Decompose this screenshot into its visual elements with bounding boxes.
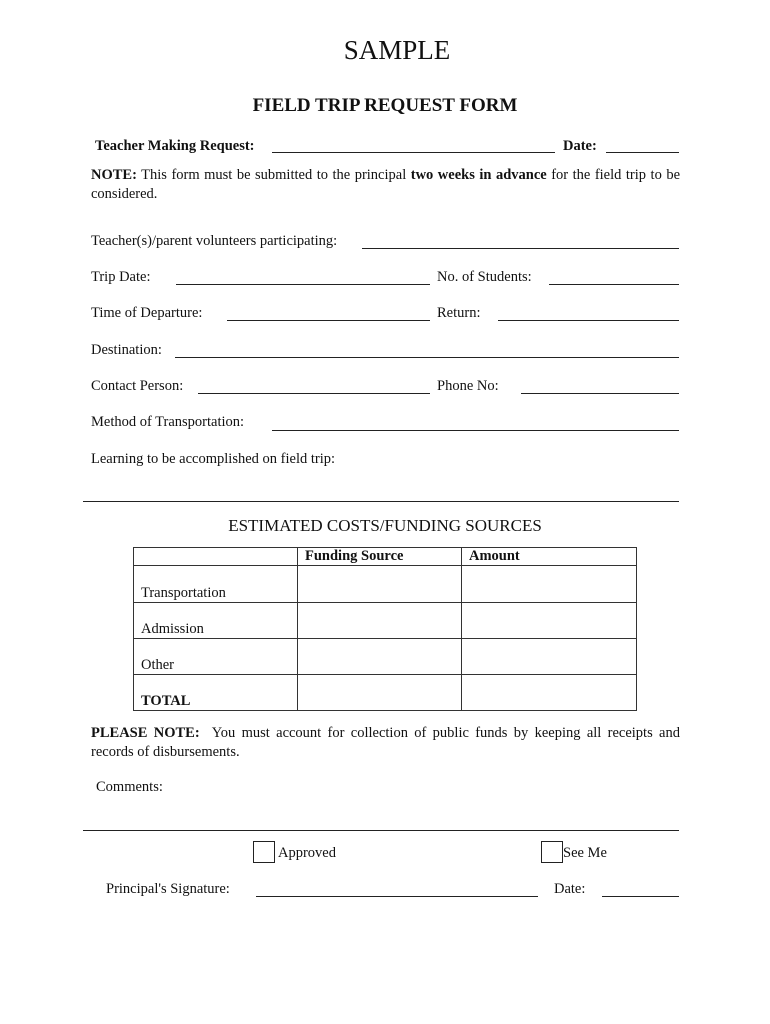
contact-field[interactable]: [198, 393, 430, 394]
sample-watermark-title: SAMPLE: [343, 35, 451, 65]
destination-label: Destination:: [91, 342, 162, 358]
please-note-text: You must account for collection of public funds by keeping all receipts and records of disbursements.: [91, 725, 684, 760]
signature-field[interactable]: [256, 896, 538, 897]
students-label: No. of Students:: [437, 269, 532, 285]
row-label-admission: Admission: [134, 603, 298, 639]
header-cell-empty: [134, 548, 298, 566]
trip-date-field[interactable]: [176, 284, 430, 285]
comments-field[interactable]: [83, 830, 679, 831]
request-date-field[interactable]: [606, 152, 679, 153]
note-text-a: This form must be submitted to the principal: [136, 167, 411, 183]
destination-field[interactable]: [175, 357, 679, 358]
trip-date-label: Trip Date:: [91, 269, 151, 285]
note-text-b: for the field trip to be considered.: [91, 167, 681, 202]
contact-label: Contact Person:: [91, 378, 184, 394]
see-me-checkbox[interactable]: [541, 841, 563, 863]
please-note-paragraph: [91, 724, 684, 762]
comments-label: Comments:: [96, 779, 163, 795]
costs-table: [133, 547, 637, 711]
request-date-label: Date:: [563, 138, 597, 154]
transport-method-field[interactable]: [272, 430, 679, 431]
table-row: [134, 639, 637, 675]
approved-checkbox[interactable]: [253, 841, 275, 863]
transport-method-label: Method of Transportation:: [91, 414, 245, 430]
see-me-label: See Me: [563, 845, 607, 861]
table-header-row: [134, 548, 637, 566]
approval-date-field[interactable]: [602, 896, 679, 897]
funding-cell[interactable]: [298, 603, 462, 639]
phone-label: Phone No:: [437, 378, 499, 394]
phone-field[interactable]: [521, 393, 679, 394]
funding-cell[interactable]: [298, 566, 462, 603]
row-label-total: TOTAL: [134, 675, 298, 711]
teacher-label: Teacher Making Request:: [95, 138, 255, 154]
learning-label: Learning to be accomplished on field trip:: [91, 451, 336, 467]
note-prefix: NOTE:: [91, 167, 137, 183]
return-field[interactable]: [498, 320, 679, 321]
approved-label: Approved: [278, 845, 336, 861]
note-emphasis: two weeks in advance: [410, 167, 547, 183]
funding-cell[interactable]: [298, 639, 462, 675]
amount-cell[interactable]: [462, 566, 637, 603]
departure-label: Time of Departure:: [91, 305, 203, 321]
teacher-field[interactable]: [272, 152, 555, 153]
table-row: [134, 675, 637, 711]
header-funding-source: Funding Source: [298, 548, 462, 566]
table-row: [134, 566, 637, 603]
funding-cell[interactable]: [298, 675, 462, 711]
volunteers-field[interactable]: [362, 248, 679, 249]
header-amount: Amount: [462, 548, 637, 566]
table-row: [134, 603, 637, 639]
please-note-prefix: PLEASE NOTE:: [91, 725, 200, 741]
costs-heading: ESTIMATED COSTS/FUNDING SOURCES: [228, 516, 542, 535]
amount-cell[interactable]: [462, 675, 637, 711]
return-label: Return:: [437, 305, 481, 321]
amount-cell[interactable]: [462, 603, 637, 639]
volunteers-label: Teacher(s)/parent volunteers participating:: [91, 233, 338, 249]
row-label-transportation: Transportation: [134, 566, 298, 603]
form-title: FIELD TRIP REQUEST FORM: [252, 95, 518, 116]
departure-field[interactable]: [227, 320, 430, 321]
note-paragraph: [91, 166, 680, 204]
students-field[interactable]: [549, 284, 679, 285]
learning-field[interactable]: [83, 501, 679, 502]
row-label-other: Other: [134, 639, 298, 675]
signature-label: Principal's Signature:: [106, 881, 230, 897]
amount-cell[interactable]: [462, 639, 637, 675]
approval-date-label: Date:: [554, 881, 586, 897]
